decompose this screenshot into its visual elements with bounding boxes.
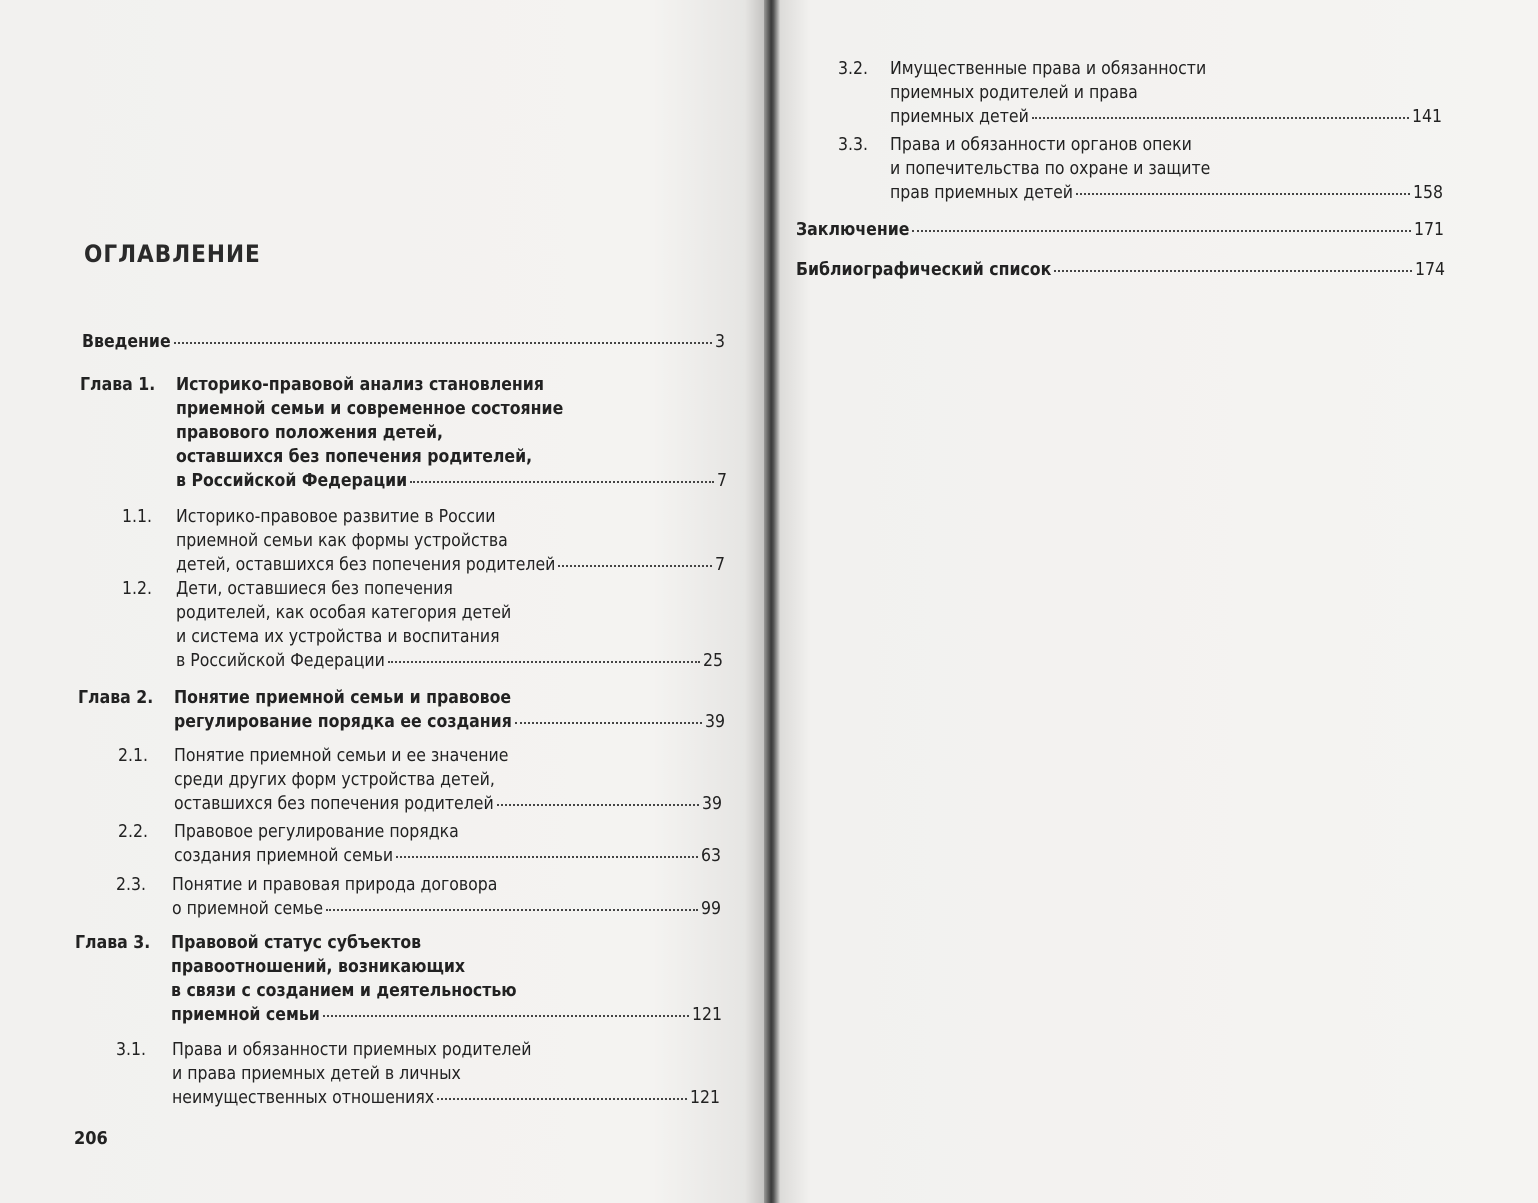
toc-entry-label: Глава 3. [75, 933, 151, 953]
toc-entry-title-line: и права приемных детей в личных [172, 1064, 461, 1084]
toc-entry [80, 373, 727, 493]
toc-entry-title-line: о приемной семье [172, 899, 324, 919]
toc-entry-page: 121 [689, 1088, 720, 1108]
toc-entry-label: 3.2. [838, 59, 869, 79]
dot-leader [558, 565, 712, 567]
dot-leader [1032, 117, 1409, 119]
toc-entry [796, 218, 1444, 242]
toc-entry-label: 2.3. [116, 875, 147, 895]
toc-entry-title-line: Историко-правовой анализ становления [176, 375, 544, 395]
toc-entry-title-line: в Российской Федерации [176, 471, 408, 491]
toc-entry [838, 133, 1443, 205]
dot-leader [326, 909, 698, 911]
toc-entry-title-line: Права и обязанности приемных родителей [172, 1040, 532, 1060]
toc-entry-title-line: Правовое регулирование порядка [174, 822, 459, 842]
toc-entry-page: 7 [716, 471, 727, 491]
toc-entry-title-line: Дети, оставшиеся без попечения [176, 579, 453, 599]
toc-entry-title-line: Библиографический список [796, 260, 1052, 280]
toc-entry [122, 505, 725, 577]
toc-entry-page: 141 [1411, 107, 1442, 127]
dot-leader [437, 1098, 687, 1100]
toc-entry-page: 39 [701, 794, 722, 814]
toc-entry-title-line: правоотношений, возникающих [171, 957, 466, 977]
toc-entry-page: 39 [704, 712, 725, 732]
page-number: 206 [74, 1128, 108, 1149]
dot-leader [388, 661, 700, 663]
toc-entry-title-line: среди других форм устройства детей, [174, 770, 495, 790]
dot-leader [174, 342, 712, 344]
toc-entry-title-line: приемной семьи и современное состояние [176, 399, 564, 419]
toc-entry-title-line: создания приемной семьи [174, 846, 394, 866]
toc-entry-title-line: в связи с созданием и деятельностью [171, 981, 517, 1001]
toc-entry-title-line: Заключение [796, 220, 910, 240]
dot-leader [497, 804, 699, 806]
toc-entry-label: 2.1. [118, 746, 149, 766]
toc-entry-title-line: неимущественных отношениях [172, 1088, 435, 1108]
toc-entry-title-line: в Российской Федерации [176, 651, 385, 671]
toc-entry [838, 57, 1442, 129]
toc-entry-title-line: Права и обязанности органов опеки [890, 135, 1192, 155]
left-page [0, 0, 768, 1203]
toc-entry-page: 158 [1412, 183, 1443, 203]
toc-entry-page: 99 [700, 899, 721, 919]
toc-entry-title-line: и попечительства по охране и защите [890, 159, 1211, 179]
toc-entry [118, 744, 722, 816]
toc-entry-title-line: Историко-правовое развитие в России [176, 507, 496, 527]
toc-entry-title-line: прав приемных детей [890, 183, 1074, 203]
toc-entry-page: 7 [714, 555, 725, 575]
toc-entry-page: 171 [1413, 220, 1444, 240]
toc-entry [796, 258, 1445, 282]
toc-entry-title-line: Понятие и правовая природа договора [172, 875, 498, 895]
dot-leader [396, 856, 698, 858]
toc-entry-title-line: родителей, как особая категория детей [176, 603, 512, 623]
toc-entry-title-line: приемной семьи [171, 1005, 320, 1025]
toc-entry-label: 1.1. [122, 507, 153, 527]
toc-entry-title-line: правового положения детей, [176, 423, 443, 443]
toc-entry-page: 121 [691, 1005, 722, 1025]
toc-entry [78, 686, 725, 734]
toc-entry [116, 1038, 720, 1110]
toc-entry-title-line: приемной семьи как формы устройства [176, 531, 508, 551]
toc-entry [122, 577, 723, 673]
toc-entry-label: 1.2. [122, 579, 153, 599]
toc-entry [118, 820, 721, 868]
toc-entry-label: Глава 1. [80, 375, 156, 395]
right-page [780, 0, 1538, 1203]
toc-entry-page: 25 [702, 651, 723, 671]
book-gutter [764, 0, 780, 1203]
toc-entry-title-line: Имущественные права и обязанности [890, 59, 1207, 79]
toc-entry-title-line: детей, оставшихся без попечения родителей [176, 555, 556, 575]
dot-leader [410, 481, 714, 483]
dot-leader [323, 1015, 689, 1017]
toc-entry-page: 3 [714, 332, 725, 352]
toc-entry [82, 330, 725, 354]
toc-entry-label: 3.3. [838, 135, 869, 155]
toc-entry-title-line: приемных детей [890, 107, 1029, 127]
toc-entry-title-line: оставшихся без попечения родителей, [176, 447, 533, 467]
toc-entry [116, 873, 721, 921]
toc-entry-page: 174 [1414, 260, 1445, 280]
toc-entry-title-line: Понятие приемной семьи и ее значение [174, 746, 509, 766]
toc-entry-title-line: оставшихся без попечения родителей [174, 794, 494, 814]
toc-entry-page: 63 [700, 846, 721, 866]
toc-entry-title-line: Введение [82, 332, 171, 352]
toc-entry-label: 3.1. [116, 1040, 147, 1060]
toc-entry-title-line: Понятие приемной семьи и правовое [174, 688, 512, 708]
toc-entry-title-line: и система их устройства и воспитания [176, 627, 500, 647]
dot-leader [912, 230, 1411, 232]
toc-entry-label: 2.2. [118, 822, 149, 842]
toc-entry [75, 931, 722, 1027]
toc-entry-label: Глава 2. [78, 688, 154, 708]
toc-entry-title-line: регулирование порядка ее создания [174, 712, 512, 732]
toc-entry-title-line: Правовой статус субъектов [171, 933, 422, 953]
toc-entry-title-line: приемных родителей и права [890, 83, 1138, 103]
dot-leader [1054, 270, 1412, 272]
dot-leader [515, 722, 702, 724]
toc-heading: ОГЛАВЛЕНИЕ [84, 240, 261, 268]
dot-leader [1076, 193, 1410, 195]
